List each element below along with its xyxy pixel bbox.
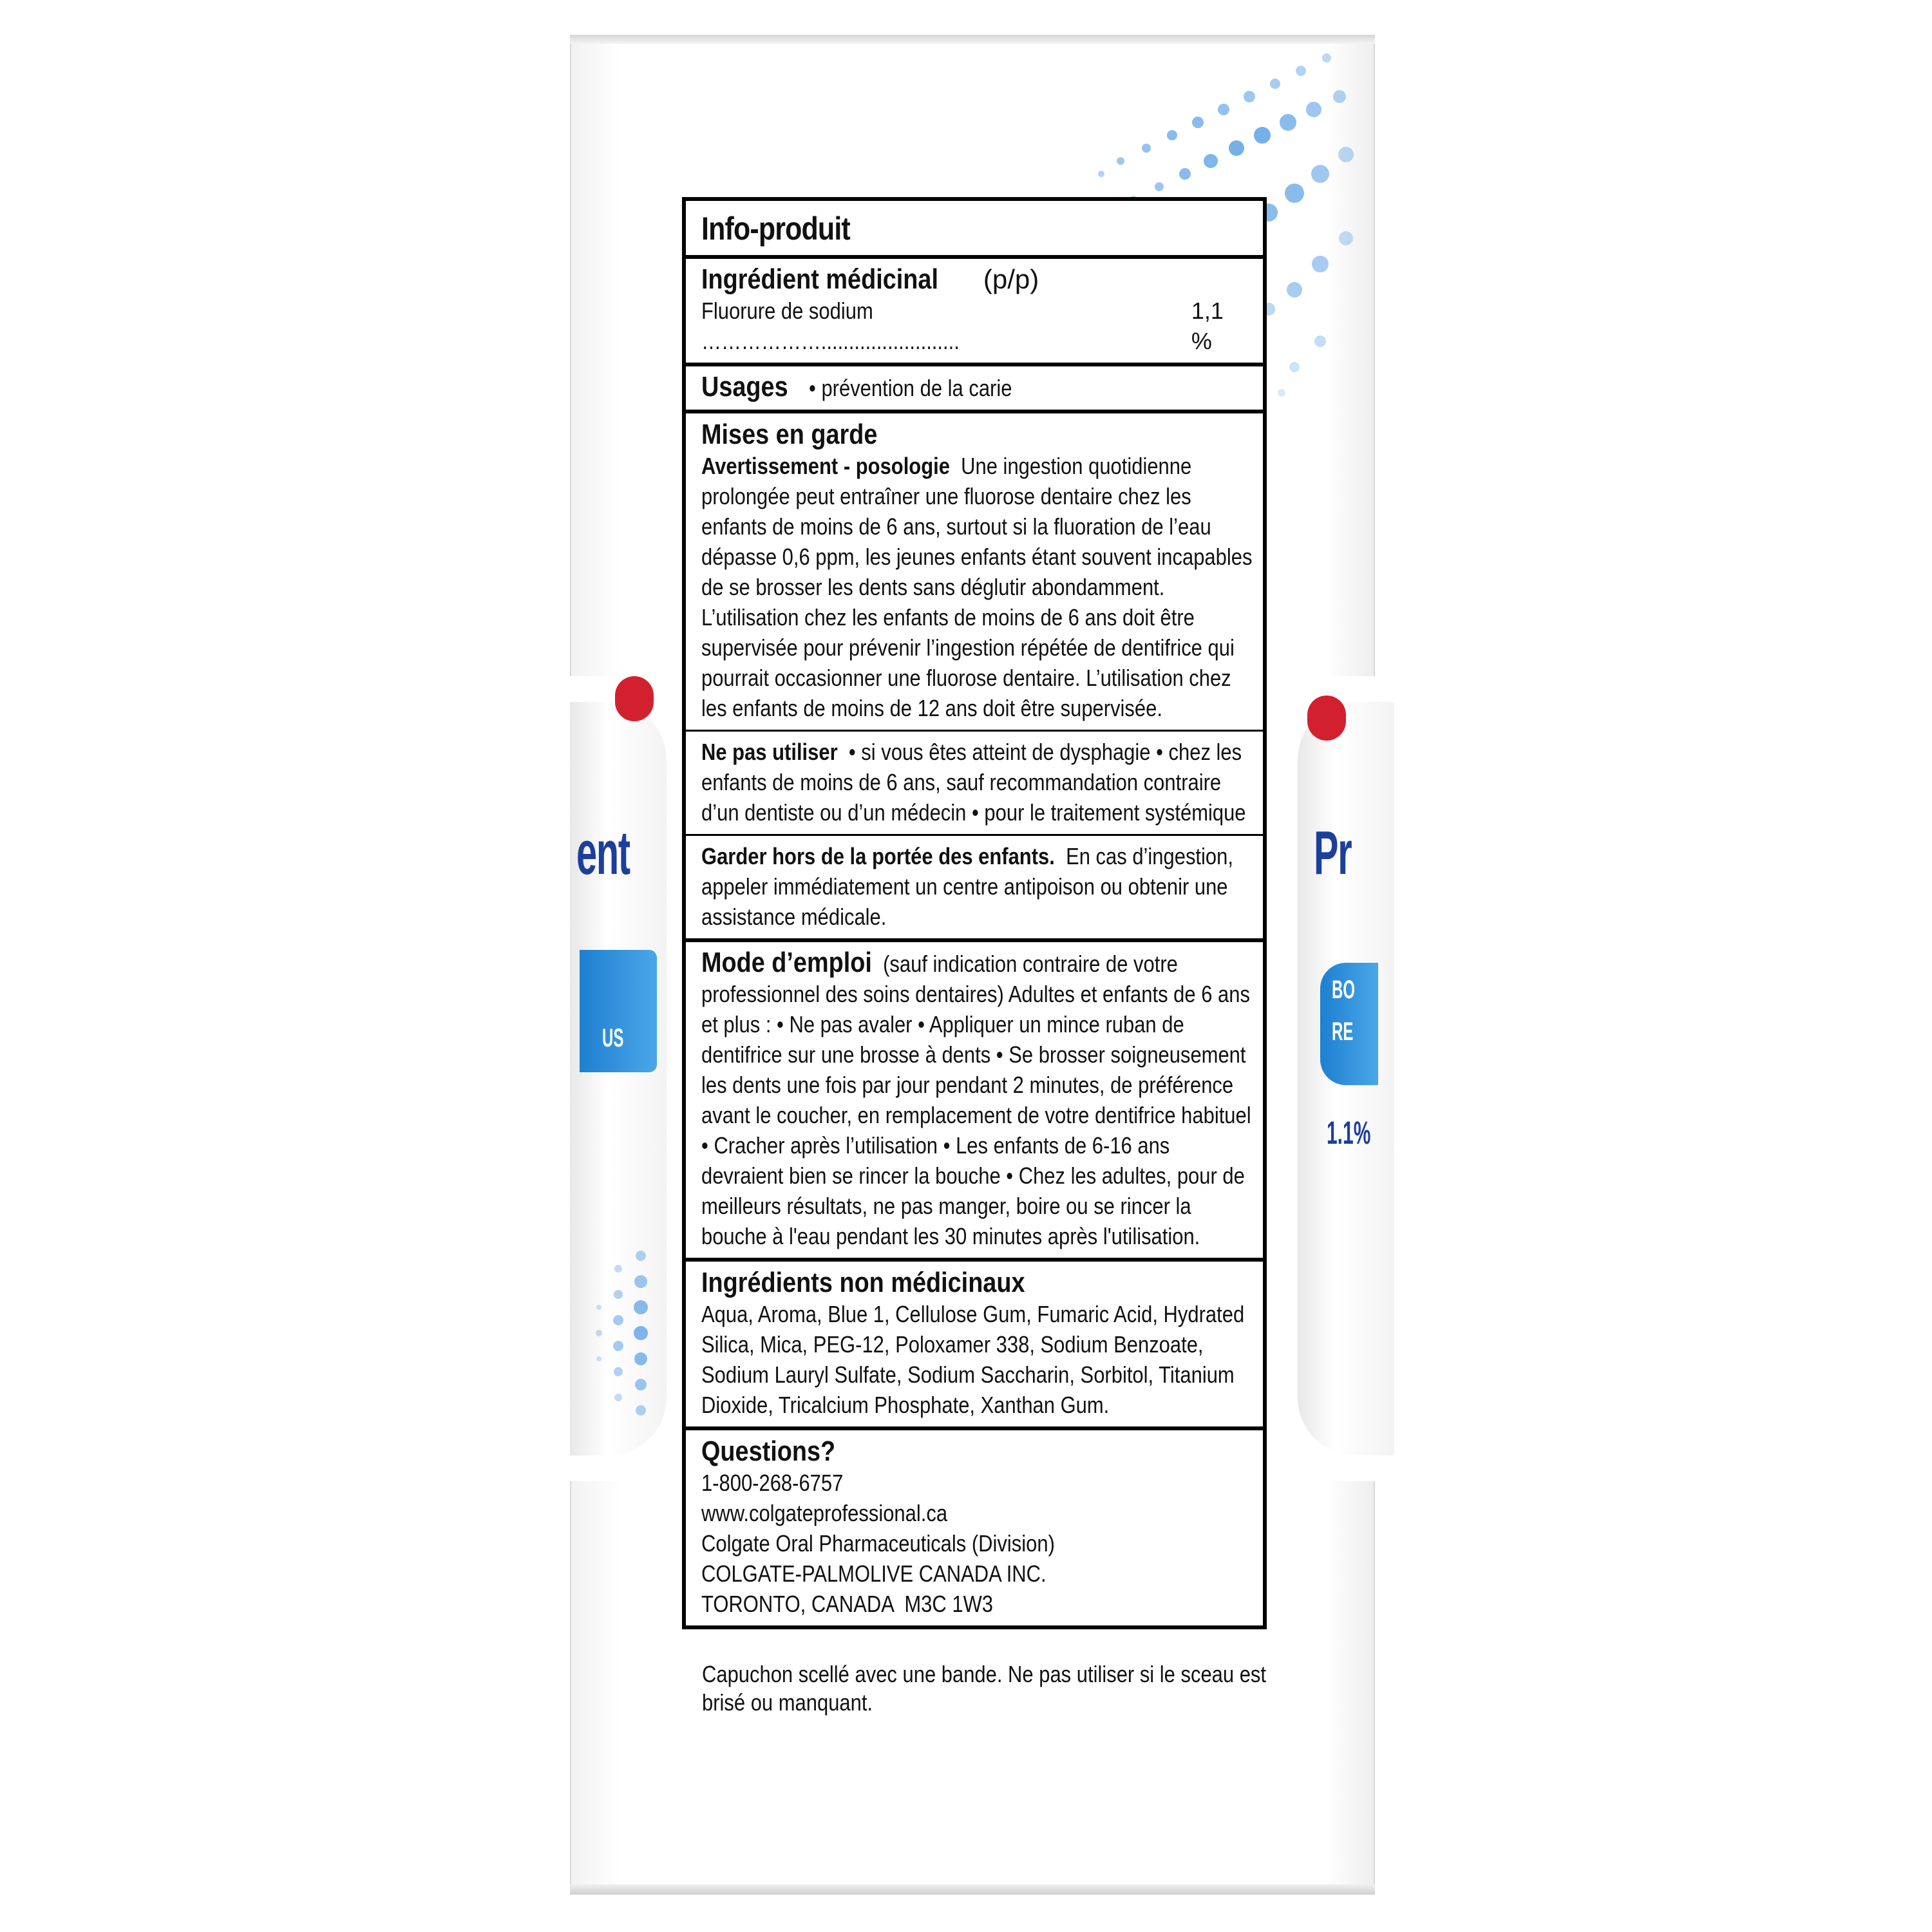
box-bottom-edge	[570, 1884, 1375, 1895]
medicinal-heading: Ingrédient médicinal	[701, 263, 938, 295]
tube-left-brand-text: ent	[576, 819, 630, 887]
do-not-use-subsection	[686, 730, 1263, 834]
questions-section	[686, 1426, 1263, 1625]
questions-company-name: COLGATE-PALMOLIVE CANADA INC.	[701, 1560, 1046, 1587]
panel-title-section	[686, 201, 1263, 255]
uses-section	[686, 363, 1263, 410]
questions-address: TORONTO, CANADA M3C 1W3	[701, 1591, 994, 1617]
inactive-text: Aqua, Aroma, Blue 1, Cellulose Gum, Fumaric Acid, Hydrated Silica, Mica, PEG-12, Poloxamer 338, Sodium Benzoate, Sodium Lauryl Sulfate, Sodium Saccharin, Sorbitol, Titanium Dioxide, Tricalcium Phosphate, Xanthan Gum.	[701, 1301, 1245, 1418]
tube-left-band-text: US	[602, 1024, 624, 1052]
medicinal-unit: (p/p)	[983, 264, 1039, 294]
tube-right-band-line2: RE	[1332, 1018, 1354, 1046]
medicinal-ingredient-section	[686, 255, 1263, 363]
questions-website: www.colgateprofessional.ca	[701, 1500, 948, 1526]
tube-right-band-line1: BO	[1332, 976, 1355, 1004]
seal-notice	[702, 1660, 1282, 1717]
directions-section	[686, 938, 1263, 1258]
medicinal-row	[701, 296, 1256, 356]
tube-right-brand-text: Pr	[1314, 819, 1352, 887]
uses-text: • prévention de la carie	[808, 375, 1012, 401]
panel-title: Info-produit	[701, 211, 850, 247]
warnings-heading: Mises en garde	[701, 419, 878, 450]
questions-phone: 1-800-268-6757	[701, 1470, 844, 1496]
medicinal-name: Fluorure de sodium ……………….........................	[701, 298, 960, 354]
keep-away-label: Garder hors de la portée des enfants.	[701, 843, 1055, 869]
seal-notice-text: Capuchon scellé avec une bande. Ne pas utiliser si le sceau est brisé ou manquant.	[702, 1661, 1267, 1716]
uses-heading: Usages	[701, 371, 788, 402]
questions-heading: Questions?	[701, 1435, 836, 1467]
directions-text: (sauf indication contraire de votre professionnel des soins dentaires) Adultes et enfants de 6 ans et plus : • Ne pas avaler • Appliquer un mince ruban de dentifrice sur une brosse à dents • Se brosser soigneusement les dents une fois par jour pendant 2 minutes, de préférence avant le coucher, en remplacement de votre dentifrice habituel • Cracher après l’utilisation • Les enfants de 6-16 ans devraient bien se rincer la bouche • Chez les adultes, pour de meilleurs résultats, ne pas manger, boire ou se rincer la bouche à l'eau pendant les 30 minutes après l'utilisation.	[701, 951, 1251, 1249]
do-not-use-label: Ne pas utiliser	[701, 739, 838, 765]
box-top-edge	[570, 35, 1375, 44]
tube-left-dots-graphic	[583, 1243, 654, 1475]
do-not-use-text: • si vous êtes atteint de dysphagie • chez les enfants de moins de 6 ans, sauf recommandation contraire d’un dentiste ou d’un médecin • pour le traitement systémique	[701, 739, 1246, 826]
inactive-heading: Ingrédients non médicinaux	[701, 1267, 1025, 1298]
dosage-warning-label: Avertissement - posologie	[701, 453, 950, 479]
tube-cap-right	[1307, 696, 1346, 741]
keep-away-subsection	[686, 834, 1263, 938]
dosage-warning-text: Une ingestion quotidienne prolongée peut entraîner une fluorose dentaire chez les enfants de moins de 6 ans, surtout si la fluoration de l’eau dépasse 0,6 ppm, les jeunes enfants étant souvent incapables de se brosser les dents sans déglutir abondamment. L’utilisation chez les enfants de moins de 6 ans doit être supervisée pour prévenir l’ingestion répétée de dentifrice qui pourrait occasionner une fluorose dentaire. L’utilisation chez les enfants de moins de 12 ans doit être supervisée.	[701, 453, 1253, 721]
warnings-section	[686, 410, 1263, 938]
inactive-ingredients-section	[686, 1258, 1263, 1426]
medicinal-amount: 1,1 %	[1191, 298, 1224, 354]
keep-away-text: En cas d’ingestion, appeler immédiatement un centre antipoison ou obtenir une assistance médicale.	[701, 843, 1233, 930]
tube-left-band	[580, 950, 657, 1072]
directions-heading: Mode d’emploi	[701, 947, 872, 978]
tube-cap-left	[615, 676, 654, 721]
product-info-panel	[682, 197, 1267, 1629]
questions-company-division: Colgate Oral Pharmaceuticals (Division)	[701, 1530, 1055, 1557]
tube-right-strength: 1.1%	[1327, 1115, 1371, 1151]
